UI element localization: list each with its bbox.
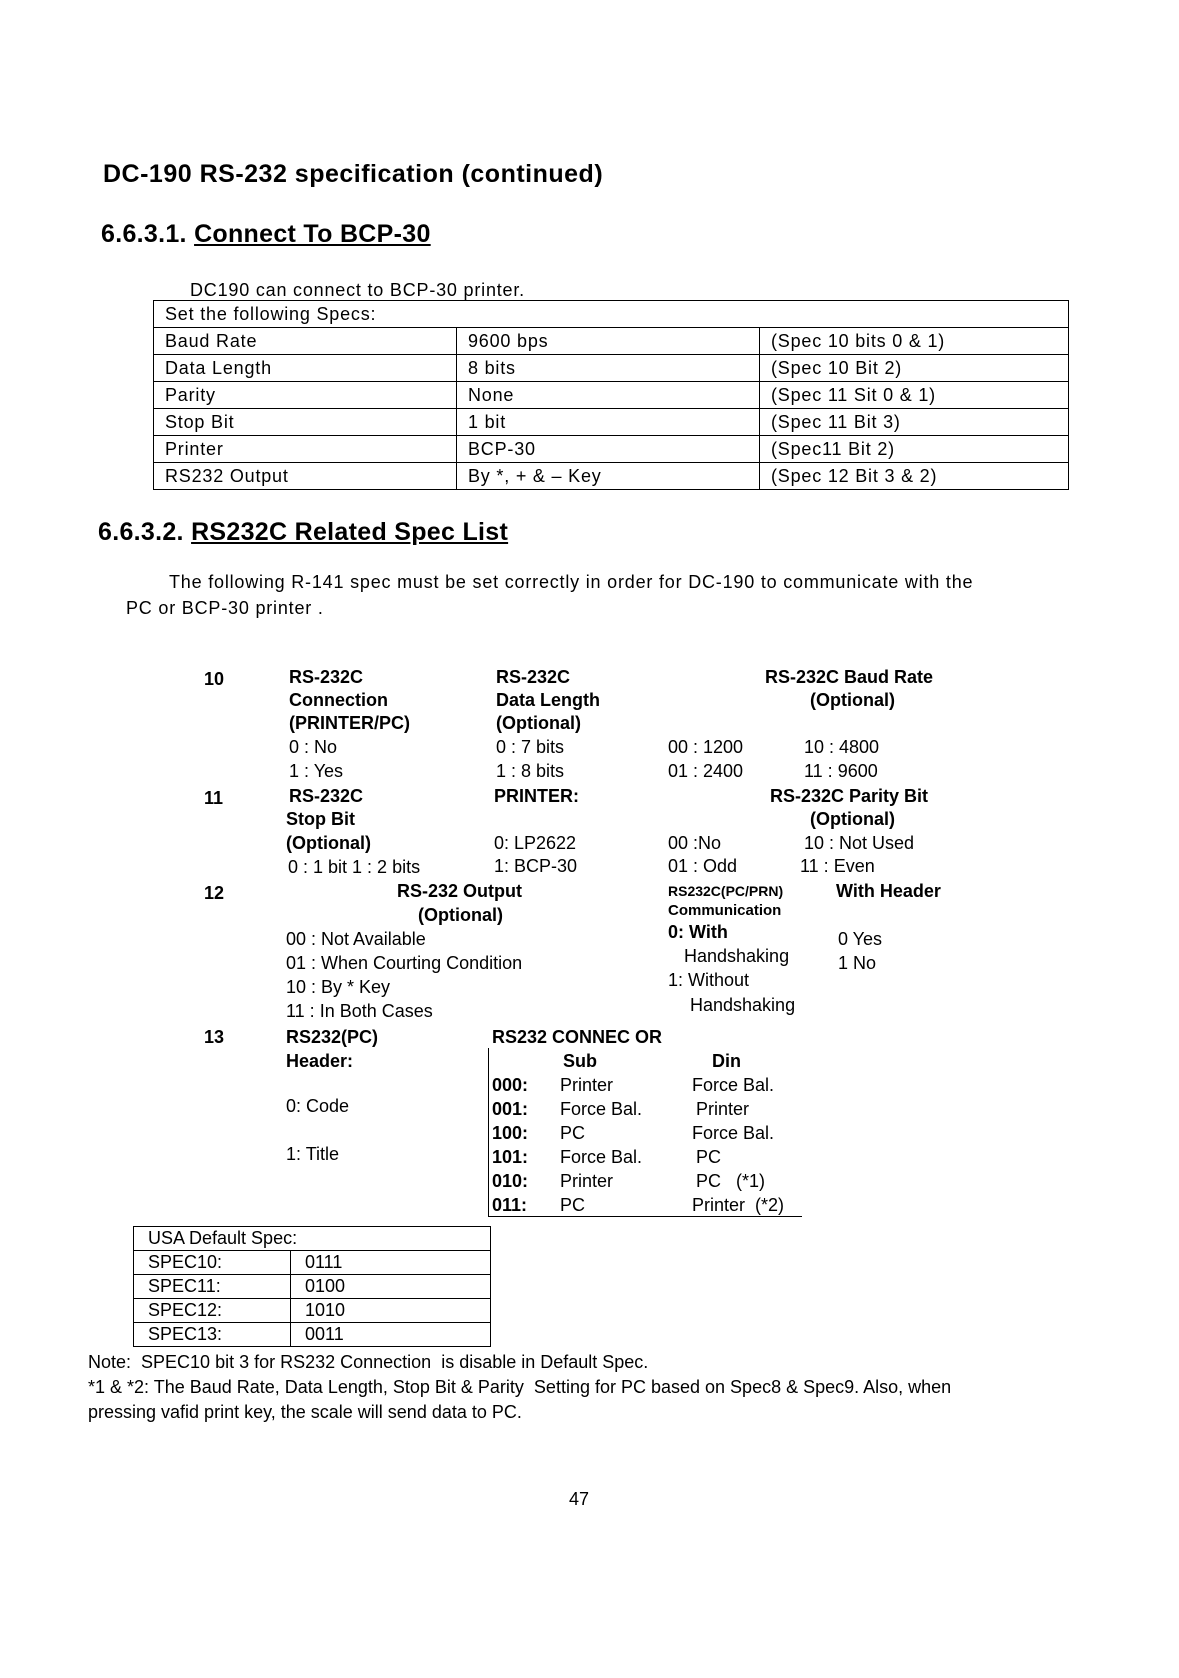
label: RS232(PC) <box>286 1027 379 1047</box>
option: 1 : 8 bits <box>496 761 565 781</box>
option: 10 : 4800 <box>804 737 880 757</box>
table-row <box>134 1251 491 1275</box>
option: 0: With <box>668 922 728 942</box>
cell-value: 1 bit <box>457 409 760 436</box>
cell-value: By *, + & – Key <box>457 463 760 490</box>
connect-spec-table <box>153 300 1069 490</box>
connector-table-left-border <box>488 1048 489 1217</box>
option: 1 No <box>838 953 877 973</box>
cell-spec-value: 0100 <box>291 1275 491 1299</box>
section-heading-speclist <box>98 518 508 547</box>
label: Connection <box>289 690 388 710</box>
cell-spec: (Spec 12 Bit 3 & 2) <box>760 463 1069 490</box>
option: 00 :No <box>668 833 722 853</box>
table-row <box>154 463 1069 490</box>
option: 1: Title <box>286 1144 340 1164</box>
connector-sub: Force Bal. <box>560 1147 643 1167</box>
spec-number: 12 <box>204 883 225 903</box>
cell-spec: (Spec 11 Bit 3) <box>760 409 1069 436</box>
cell-spec-name: SPEC11: <box>134 1275 291 1299</box>
label: (PRINTER/PC) <box>289 713 410 733</box>
option: 01 : 2400 <box>668 761 744 781</box>
note-line-2: *1 & *2: The Baud Rate, Data Length, Stop Bit & Parity Setting for PC based on Spec8 & Spec9. Also, when <box>88 1377 952 1397</box>
connector-sub: Printer <box>560 1075 614 1095</box>
note-line-3: pressing vafid print key, the scale will send data to PC. <box>88 1402 522 1422</box>
spec-number: 10 <box>204 669 225 689</box>
label: (Optional) <box>810 809 895 829</box>
table-row <box>134 1323 491 1347</box>
table-row <box>154 328 1069 355</box>
option: 11 : In Both Cases <box>286 1001 433 1021</box>
note-line-1: Note: SPEC10 bit 3 for RS232 Connection is disable in Default Spec. <box>88 1352 649 1372</box>
connector-code: 000: <box>492 1075 529 1095</box>
cell-spec: (Spec 10 bits 0 & 1) <box>760 328 1069 355</box>
option: 0 : 7 bits <box>496 737 565 757</box>
option: 01 : Odd <box>668 856 738 876</box>
cell-spec-value: 0011 <box>291 1323 491 1347</box>
label: With Header <box>836 881 941 901</box>
default-spec-table <box>133 1226 491 1347</box>
cell-spec-value: 0111 <box>291 1251 491 1275</box>
table-row <box>134 1275 491 1299</box>
cell-spec: (Spec11 Bit 2) <box>760 436 1069 463</box>
option: Handshaking <box>684 946 790 966</box>
connector-din: PC <box>696 1147 722 1167</box>
spec-number: 11 <box>204 788 224 808</box>
option: 1: BCP-30 <box>494 856 578 876</box>
table-title: Set the following Specs: <box>154 301 1069 328</box>
cell-item: Printer <box>154 436 457 463</box>
option: 11 : 9600 <box>804 761 878 781</box>
section-title: Connect To BCP-30 <box>194 220 431 248</box>
label: PRINTER: <box>494 786 579 806</box>
connector-din: PC (*1) <box>696 1171 766 1191</box>
cell-spec-name: SPEC10: <box>134 1251 291 1275</box>
connector-din: Printer (*2) <box>692 1195 785 1215</box>
section-heading-connect <box>101 220 431 249</box>
label: RS-232C Baud Rate <box>765 667 934 687</box>
table-row <box>154 382 1069 409</box>
table-row <box>154 409 1069 436</box>
cell-value: 8 bits <box>457 355 760 382</box>
cell-item: Baud Rate <box>154 328 457 355</box>
table-header-row <box>134 1227 491 1251</box>
cell-value: None <box>457 382 760 409</box>
cell-value: 9600 bps <box>457 328 760 355</box>
cell-item: Data Length <box>154 355 457 382</box>
label: RS232C(PC/PRN) <box>668 883 784 899</box>
table-row <box>154 355 1069 382</box>
connector-din: Force Bal. <box>692 1123 775 1143</box>
option: 01 : When Courting Condition <box>286 953 523 973</box>
column-header: Din <box>712 1051 741 1071</box>
cell-spec: (Spec 11 Sit 0 & 1) <box>760 382 1069 409</box>
cell-spec-name: SPEC12: <box>134 1299 291 1323</box>
connector-sub: PC <box>560 1195 586 1215</box>
label: Data Length <box>496 690 601 710</box>
option: 0 : 1 bit 1 : 2 bits <box>288 857 421 877</box>
option: 00 : 1200 <box>668 737 744 757</box>
label: Stop Bit <box>286 809 355 829</box>
section-number: 6.6.3.1. <box>101 220 187 248</box>
connector-din: Printer <box>696 1099 750 1119</box>
option: 10 : By * Key <box>286 977 391 997</box>
page-number: 47 <box>569 1489 590 1509</box>
option: 1: Without <box>668 970 750 990</box>
label: (Optional) <box>810 690 895 710</box>
table-row <box>154 436 1069 463</box>
connector-din: Force Bal. <box>692 1075 775 1095</box>
connect-intro: DC190 can connect to BCP-30 printer. <box>190 280 525 300</box>
connector-sub: Printer <box>560 1171 614 1191</box>
connector-sub: Force Bal. <box>560 1099 643 1119</box>
label: RS-232C Parity Bit <box>770 786 929 806</box>
connector-code: 011: <box>492 1195 528 1215</box>
connector-code: 010: <box>492 1171 529 1191</box>
speclist-intro-line2: PC or BCP-30 printer . <box>126 598 324 618</box>
spec-number: 13 <box>204 1027 225 1047</box>
cell-spec-name: SPEC13: <box>134 1323 291 1347</box>
connector-code: 001: <box>492 1099 529 1119</box>
table-header-row <box>154 301 1069 328</box>
table-row <box>134 1299 491 1323</box>
cell-spec: (Spec 10 Bit 2) <box>760 355 1069 382</box>
default-spec-title: USA Default Spec: <box>134 1227 491 1251</box>
label: RS-232C <box>289 786 364 806</box>
connector-table-bottom-border <box>488 1216 802 1217</box>
option: 0 Yes <box>838 929 883 949</box>
connector-sub: PC <box>560 1123 586 1143</box>
label: (Optional) <box>286 833 371 853</box>
option: 11 : Even <box>800 856 875 876</box>
label: RS-232C <box>289 667 364 687</box>
label: Header: <box>286 1051 354 1071</box>
cell-item: Parity <box>154 382 457 409</box>
cell-value: BCP-30 <box>457 436 760 463</box>
option: 0: Code <box>286 1096 350 1116</box>
page-title: DC-190 RS-232 specification (continued) <box>103 160 604 188</box>
cell-item: RS232 Output <box>154 463 457 490</box>
option: 0 : No <box>289 737 338 757</box>
label: RS-232C <box>496 667 571 687</box>
speclist-intro-line1: The following R-141 spec must be set correctly in order for DC-190 to communicate with the <box>169 572 974 592</box>
connector-code: 100: <box>492 1123 529 1143</box>
label: Communication <box>668 902 782 919</box>
label: (Optional) <box>418 905 503 925</box>
section-number: 6.6.3.2. <box>98 518 184 546</box>
label: (Optional) <box>496 713 581 733</box>
option: 1 : Yes <box>289 761 344 781</box>
label: RS232 CONNEC OR <box>492 1027 663 1047</box>
option: 10 : Not Used <box>804 833 915 853</box>
option: 00 : Not Available <box>286 929 426 949</box>
cell-spec-value: 1010 <box>291 1299 491 1323</box>
section-title: RS232C Related Spec List <box>191 518 509 546</box>
label: RS-232 Output <box>397 881 523 901</box>
option: Handshaking <box>690 995 796 1015</box>
connector-code: 101: <box>492 1147 529 1167</box>
cell-item: Stop Bit <box>154 409 457 436</box>
option: 0: LP2622 <box>494 833 577 853</box>
column-header: Sub <box>563 1051 597 1071</box>
